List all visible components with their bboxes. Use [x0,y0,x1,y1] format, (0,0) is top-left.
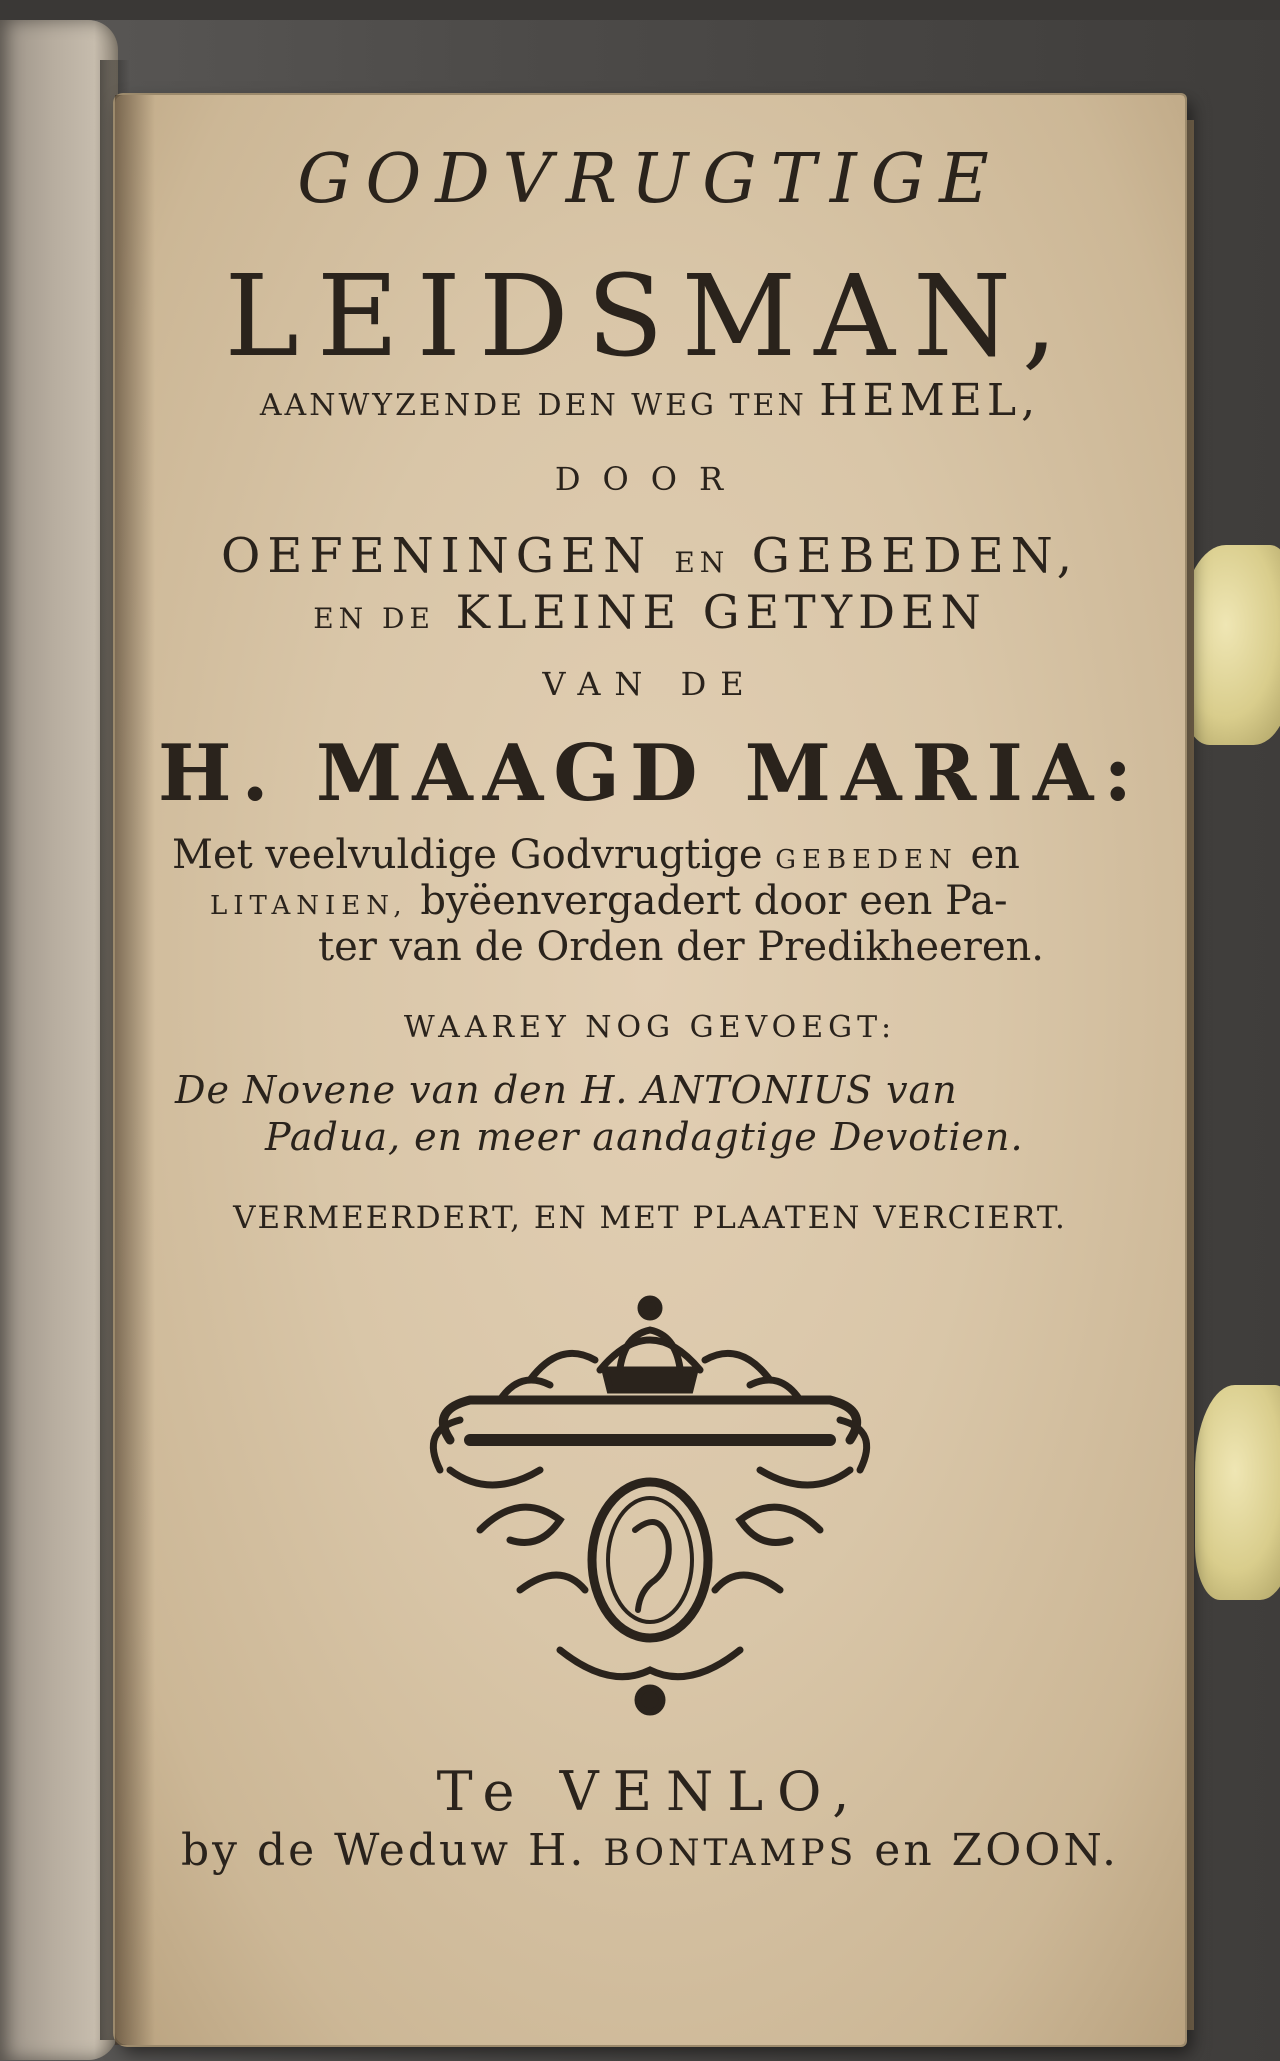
foam-support-top [1182,545,1280,745]
subtitle-hemel: HEMEL, [819,375,1041,426]
title-line-leidsman: LEIDSMAN, [224,252,1076,382]
imprint-en-zoon: en ZOON. [874,1825,1120,1876]
subtitle-door: DOOR [554,460,746,498]
body-line-2 [210,878,1008,924]
title-maagd-maria: H. MAAGD MARIA: [157,728,1143,819]
body-line-3: ter van de Orden der Predikheeren. [318,924,1044,970]
body-line-1a: Met veelvuldige Godvrugtige [172,832,763,878]
subtitle-kleine-getyden [155,585,1145,639]
subtitle-aanwyzende-text: AANWYZENDE DEN WEG TEN [259,388,807,423]
subtitle-aanwyzende [155,375,1145,426]
gebeden-text: GEBEDEN, [751,528,1079,584]
body-line-1c: en [970,832,1020,878]
imprint-bontamps [155,1825,1145,1876]
imprint-venlo: Te VENLO, [436,1760,864,1823]
imprint-weduw: by de Weduw H. [180,1825,587,1876]
body-line-1-gebeden: GEBEDEN [775,845,958,875]
title-line-godvrugtige: GODVRUGTIGE [297,140,1003,219]
top-shadow [0,0,1280,20]
kleine-getyden-text: KLEINE GETYDEN [455,585,987,639]
subtitle-oefeningen [155,528,1145,584]
gutter-shadow [115,95,155,2045]
body-line-2-litanien: LITANIEN, [210,891,408,921]
en-text: EN [674,546,730,579]
crowned-cartouche-icon [410,1290,890,1720]
italic-line-novene: De Novene van den H. ANTONIUS van [175,1068,958,1112]
vermeerdert-line: VERMEERDERT, EN MET PLAATEN VERCIERT. [233,1200,1067,1236]
imprint-bontamps-name: BONTAMPS [603,1833,858,1874]
foam-support-bottom [1195,1385,1280,1600]
en-de-text: EN DE [313,602,435,635]
oefeningen-text: OEFENINGEN [221,528,653,584]
body-line-2b: byëenvergadert door een Pa- [420,878,1008,924]
waarey-nog-gevoegt: WAAREY NOG GEVOEGT: [403,1010,897,1045]
italic-line-padua: Padua, en meer aandagtige Devotien. [265,1115,1024,1159]
subtitle-van-de: VAN DE [542,665,758,703]
body-line-1 [172,832,1020,878]
